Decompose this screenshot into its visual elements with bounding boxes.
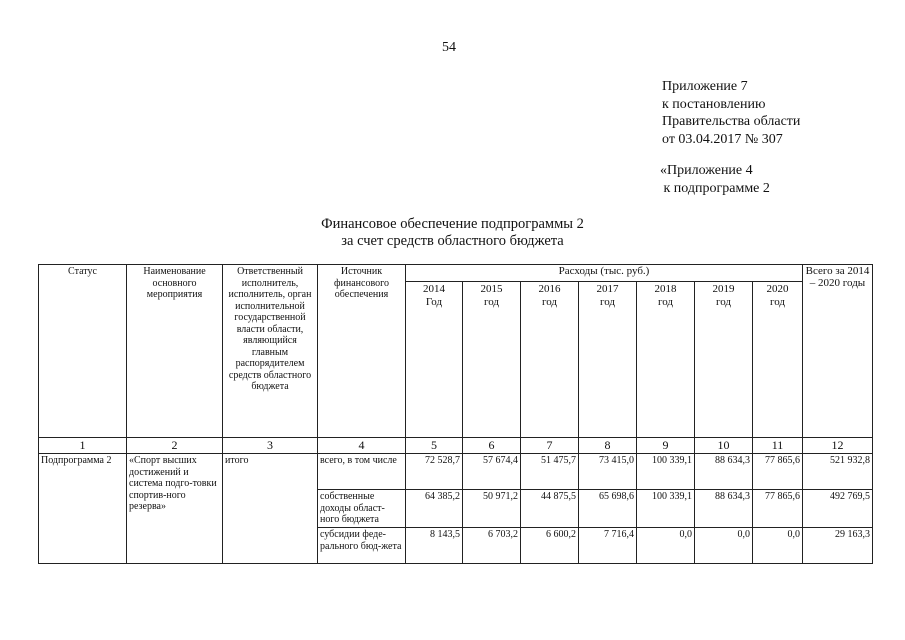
document-title [0,216,905,250]
header-status: Статус [39,265,127,438]
measure-cell: «Спорт высших достижений и система подго-товки спортив-ного резерва» [127,454,223,564]
header-year [753,282,803,438]
year-number: 2018 [654,283,677,295]
appendix-line: Приложение 7 [662,79,748,94]
column-number: 6 [463,438,521,454]
appendix-line: от 03.04.2017 № 307 [662,131,783,147]
value-cell: 0,0 [753,528,803,564]
column-number: 4 [318,438,406,454]
table-row [39,454,873,490]
header-executor: Ответственный исполнитель, исполнитель, орган исполнительной государственной власти области, являющийся главным распорядителем средств областного бюджета [223,265,318,438]
value-cell: 100 339,1 [637,490,695,528]
header-total: Всего за 2014 – 2020 годы [803,265,873,438]
appendix-reference-line: к подпрограмме 2 [660,180,770,196]
value-cell: 6 600,2 [521,528,579,564]
year-word: год [715,296,732,308]
value-cell: 51 475,7 [521,454,579,490]
column-number: 2 [127,438,223,454]
total-cell: 492 769,5 [803,490,873,528]
title-line: Финансовое обеспечение подпрограммы 2 [321,216,584,232]
page-number: 54 [442,40,456,55]
value-cell: 77 865,6 [753,454,803,490]
source-cell: собственные доходы област-ного бюджета [318,490,406,528]
column-number: 10 [695,438,753,454]
year-number: 2020 [766,283,789,295]
header-measure: Наименование основного мероприятия [127,265,223,438]
value-cell: 72 528,7 [406,454,463,490]
appendix-reference-block [660,162,770,197]
year-number: 2014 [423,283,445,295]
header-source: Источник финансового обеспечения [318,265,406,438]
header-row [39,265,873,282]
header-year [637,282,695,438]
source-cell: субсидии феде-рального бюд-жета [318,528,406,564]
year-word: Год [425,296,443,308]
year-number: 2016 [538,283,561,295]
column-number-row [39,438,873,454]
column-number: 7 [521,438,579,454]
column-number: 11 [753,438,803,454]
year-number: 2015 [480,283,503,295]
column-number: 5 [406,438,463,454]
financing-table [38,264,873,564]
value-cell: 8 143,5 [406,528,463,564]
value-cell: 65 698,6 [579,490,637,528]
year-word: год [769,296,786,308]
executor-cell: итого [223,454,318,564]
column-number: 9 [637,438,695,454]
year-number: 2017 [596,283,619,295]
column-number: 1 [39,438,127,454]
appendix-line: Правительства области [662,114,801,129]
header-year [695,282,753,438]
column-number: 12 [803,438,873,454]
header-expenses: Расходы (тыс. руб.) [406,265,803,282]
header-year [521,282,579,438]
value-cell: 77 865,6 [753,490,803,528]
column-number: 3 [223,438,318,454]
value-cell: 6 703,2 [463,528,521,564]
value-cell: 7 716,4 [579,528,637,564]
appendix-reference-line: «Приложение 4 [660,163,753,178]
value-cell: 100 339,1 [637,454,695,490]
status-cell: Подпрограмма 2 [39,454,127,564]
value-cell: 88 634,3 [695,454,753,490]
source-cell: всего, в том числе [318,454,406,490]
appendix-block [662,78,800,148]
value-cell: 88 634,3 [695,490,753,528]
title-line: за счет средств областного бюджета [341,233,564,249]
year-word: год [657,296,674,308]
column-number: 8 [579,438,637,454]
year-word: год [599,296,616,308]
total-cell: 521 932,8 [803,454,873,490]
year-number: 2019 [712,283,735,295]
total-cell: 29 163,3 [803,528,873,564]
header-year [406,282,463,438]
value-cell: 50 971,2 [463,490,521,528]
value-cell: 57 674,4 [463,454,521,490]
value-cell: 0,0 [637,528,695,564]
year-word: год [483,296,500,308]
value-cell: 73 415,0 [579,454,637,490]
value-cell: 64 385,2 [406,490,463,528]
value-cell: 0,0 [695,528,753,564]
appendix-line: к постановлению [662,96,766,112]
header-year [579,282,637,438]
year-word: год [541,296,558,308]
header-year [463,282,521,438]
value-cell: 44 875,5 [521,490,579,528]
